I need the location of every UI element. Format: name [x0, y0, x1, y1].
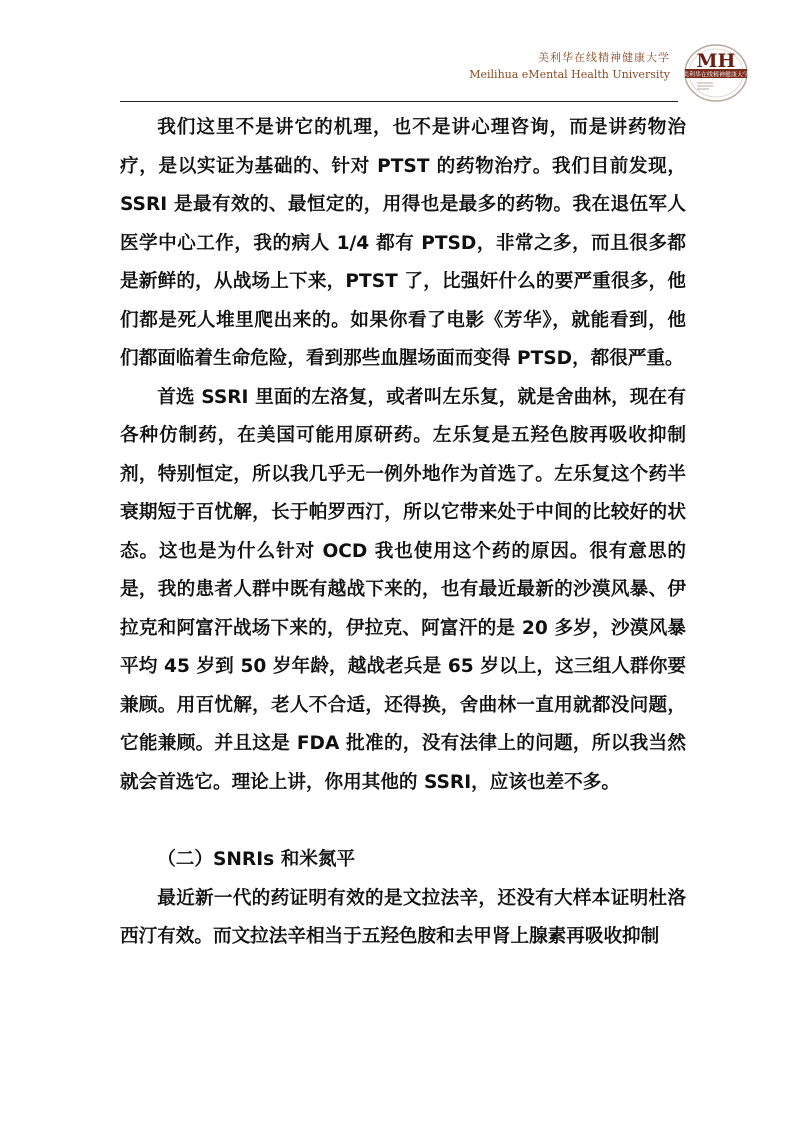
header-org-chinese: 美利华在线精神健康大学 [538, 51, 670, 64]
paragraph-1: 我们这里不是讲它的机理，也不是讲心理咨询，而是讲药物治疗，是以实证为基础的、针对 PTST 的药物治疗。我们目前发现，SSRI 是最有效的、最恒定的，用得也是最多的药物。我在退伍军人医学中心工作，我的病人 1/4 都有 PTSD，非常之多，而且很多都是新鲜的，从战场上下来，PTST 了，比强奸什么的要严重很多，他们都是死人堆里爬出来的。如果你看了电影《芳华》，就能看到，他们都面临着生命危险，看到那些血腥场面而变得 PTSD，都很严重。 [120, 117, 686, 369]
logo-monogram: MH [696, 50, 736, 72]
section-heading: （二）SNRIs 和米氮平 [157, 849, 356, 870]
document-body [120, 109, 686, 957]
logo-band-text: 美利华在线精神健康大学 [683, 71, 749, 79]
header-org-english: Meilihua eMental Health University [469, 68, 670, 81]
paragraph-2: 首选 SSRI 里面的左洛复，或者叫左乐复，就是舍曲林，现在有各种仿制药，在美国可能用原研药。左乐复是五羟色胺再吸收抑制剂，特别恒定，所以我几乎无一例外地作为首选了。左乐复这个药半衰期短于百忧解，长于帕罗西汀，所以它带来处于中间的比较好的状态。这也是为什么针对 OCD 我也使用这个药的原因。很有意思的是，我的患者人群中既有越战下来的，也有最近最新的沙漠风暴、伊拉克和阿富汗战场下来的，伊拉克、阿富汗的是 20 多岁，沙漠风暴平均 45 岁到 50 岁年龄，越战老兵是 65 岁以上，这三组人群你要兼顾。用百忧解，老人不合适，还得换，舍曲林一直用就都没问题，它能兼顾。并且这是 FDA 批准的，没有法律上的问题，所以我当然就会首选它。理论上讲，你用其他的 SSRI，应该也差不多。 [120, 386, 686, 793]
paragraph-3: 最近新一代的药证明有效的是文拉法辛，还没有大样本证明杜洛西汀有效。而文拉法辛相当于五羟色胺和去甲肾上腺素再吸收抑制 [120, 887, 686, 947]
university-logo [683, 43, 749, 103]
header-rule [120, 101, 678, 102]
